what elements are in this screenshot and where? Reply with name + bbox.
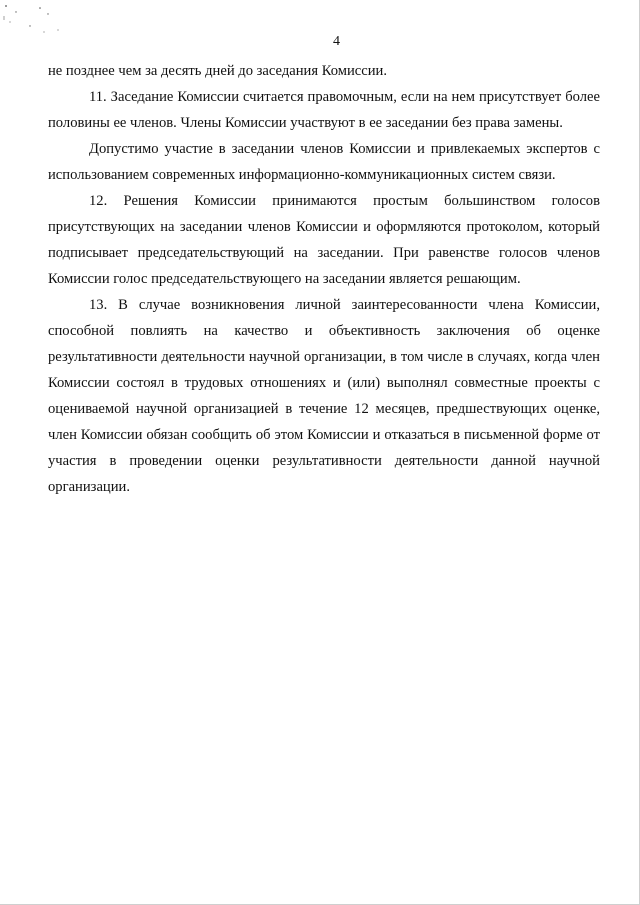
page-number: 4 [333,34,340,49]
paragraph-continuation: не позднее чем за десять дней до заседания Комиссии. [48,63,388,79]
paragraph-remote-participation: Допустимо участие в заседании членов Комиссии и привлекаемых экспертов с использованием современных информационно-коммуникационных систем связи. [48,141,600,183]
paragraph-item-12: 12. Решения Комиссии принимаются простым большинством голосов присутствующих на заседании членов Комиссии и оформляются протоколом, который подписывает председательствующий на заседании. При равенстве голосов членов Комиссии голос председательствующего на заседании является решающим. [48,193,600,287]
document-body [48,58,600,500]
paragraph-item-11: 11. Заседание Комиссии считается правомочным, если на нем присутствует более половины ее членов. Члены Комиссии участвуют в ее заседании без права замены. [48,89,600,131]
paragraph-item-13: 13. В случае возникновения личной заинтересованности члена Комиссии, способной повлиять на качество и объективность заключения об оценке результативности деятельности научной организации, в том числе в случаях, когда член Комиссии состоял в трудовых отношениях и (или) выполнял совместные проекты с оцениваемой научной организацией в течение 12 месяцев, предшествующих оценке, член Комиссии обязан сообщить об этом Комиссии и отказаться в письменной форме от участия в проведении оценки результативности деятельности данной научной организации. [48,297,600,495]
